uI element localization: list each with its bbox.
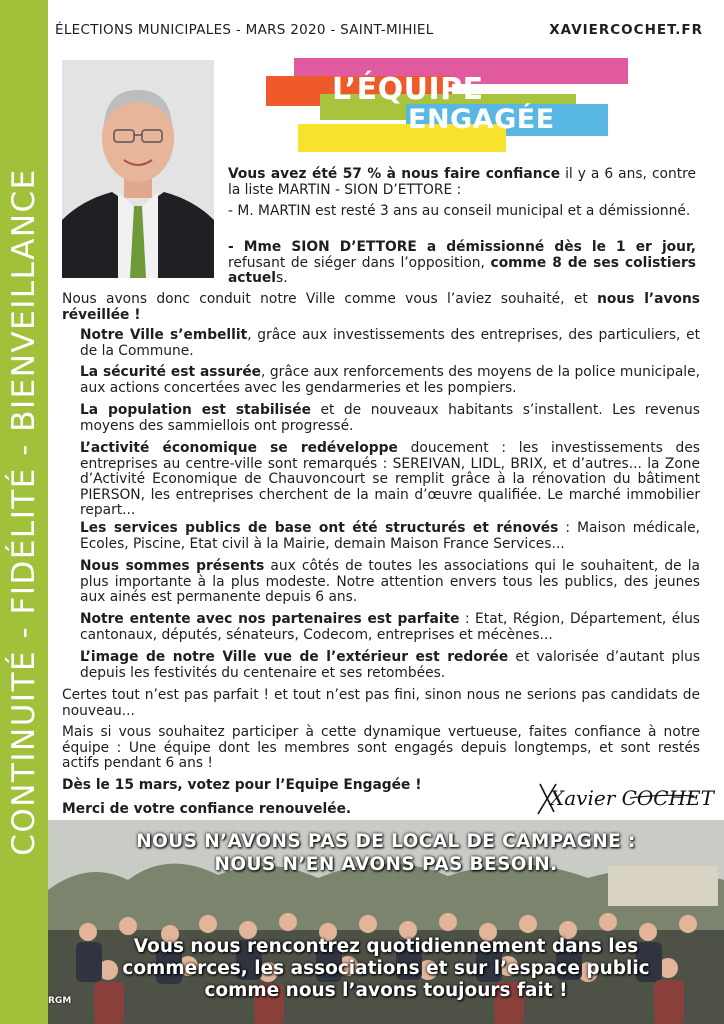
item-bold: Notre Ville s’embellit	[80, 327, 248, 343]
list-item	[80, 650, 700, 681]
closing-paragraph-2: Mais si vous souhaitez participer à cette dynamique vertueuse, faites confiance à notre équipe : Une équipe dont les membres sont engagés depuis longtemps, et sont restés actifs pendant 6 ans !	[62, 724, 700, 772]
header	[55, 22, 715, 42]
team-photo-band	[48, 820, 724, 1024]
band-sub-line-1: Vous nous rencontrez quotidiennement dans les	[133, 936, 639, 957]
item-bold: La population est stabilisée	[80, 402, 311, 418]
candidate-portrait-icon	[62, 60, 214, 278]
thanks-text: Merci de votre confiance renouvelée.	[62, 801, 352, 817]
signature-text: Xavier COCHET	[550, 786, 714, 810]
website-link[interactable]: XAVIERCOCHET.FR	[549, 22, 703, 38]
intro-paragraph-1	[228, 167, 696, 198]
item-text: , grâce aux investissements des entreprises, des particuliers, et de la Commune.	[80, 327, 700, 359]
intro-text: il y a 6 ans, contre la liste MARTIN - SION D’ETTORE :	[228, 166, 696, 198]
election-title: ÉLECTIONS MUNICIPALES - MARS 2020 - SAINT-MIHIEL	[55, 22, 434, 38]
logo-line-2: ENGAGÉE	[408, 104, 555, 135]
item-bold: Notre entente avec nos partenaires est parfaite	[80, 611, 460, 627]
vote-call	[62, 778, 502, 794]
list-item	[80, 521, 700, 552]
vote-call-text: Dès le 15 mars, votez pour l’Equipe Engagée !	[62, 777, 422, 793]
intro-paragraph-2: - M. MARTIN est resté 3 ans au conseil municipal et a démissionné.	[228, 203, 691, 219]
intro-bold: - Mme SION D’ETTORE a démissionné dès le 1 er jour,	[228, 239, 696, 255]
item-text: et valorisée d’autant plus depuis les festivités du centenaire et ses retombées.	[80, 649, 701, 681]
candidate-photo	[62, 60, 214, 278]
band-subtitle	[48, 936, 724, 1002]
list-item	[80, 441, 700, 519]
item-text: aux côtés de toutes les associations qui le souhaitent, de la plus importante à la plus modeste. Notre attention envers tous les publics, des jeunes aux ainés est permanente depuis 6 ans.	[80, 558, 701, 606]
intro-bold: comme 8 de ses colistiers actuel	[228, 254, 696, 287]
intro-text: refusant de siéger dans l’opposition,	[228, 254, 491, 271]
list-item	[80, 612, 700, 643]
closing-paragraph-1: Certes tout n’est pas parfait ! et tout n’est pas fini, sinon nous ne serions pas candidats de nouveau...	[62, 687, 700, 719]
lead-paragraph	[62, 292, 700, 323]
item-bold: La sécurité est assurée	[80, 364, 262, 380]
band-title-line-1: NOUS N’AVONS PAS DE LOCAL DE CAMPAGNE :	[136, 831, 636, 852]
item-text: : Maison médicale, Ecoles, Piscine, Etat civil à la Mairie, demain Maison France Services...	[80, 520, 701, 552]
item-bold: L’activité économique se redéveloppe	[80, 440, 398, 456]
intro-bold: Vous avez été 57 % à nous faire confiance	[228, 166, 561, 182]
slogan-vertical: CONTINUITÉ - FIDÉLITÉ - BIENVEILLANCE	[6, 168, 42, 856]
side-band	[0, 0, 48, 1024]
team-logo	[262, 54, 632, 154]
intro-text: s.	[276, 270, 288, 287]
lead-bold: nous l’avons réveillée !	[62, 291, 700, 323]
item-bold: Les services publics de base ont été structurés et rénovés	[80, 520, 559, 536]
band-title-line-2: NOUS N’EN AVONS PAS BESOIN.	[214, 854, 558, 875]
lead-text: Nous avons donc conduit notre Ville comme vous l’aviez souhaité, et	[62, 291, 598, 307]
thanks	[62, 802, 502, 818]
photo-band-credit: RGM	[48, 996, 72, 1006]
item-bold: L’image de notre Ville vue de l’extérieur est redorée	[80, 649, 509, 665]
logo-line-1: L’ÉQUIPE	[332, 72, 484, 107]
signature	[528, 782, 714, 816]
list-item	[80, 559, 700, 606]
item-bold: Nous sommes présents	[80, 558, 265, 574]
intro-paragraph-3	[228, 240, 696, 287]
band-sub-line-3: comme nous l’avons toujours fait !	[204, 980, 568, 1001]
band-title	[48, 830, 724, 876]
item-text: doucement : les investissements des entreprises au centre-ville sont remarqués : SEREIVAN, LIDL, BRIX, et d’autres... la Zone d’Activité Economique de Chauvoncourt se remplit grâce à la rénovation du bâtiment PIERSON, les entreprises cherchent de la main d’œuvre qualifiée. Le marché immobilier repart...	[80, 440, 700, 519]
item-text: et de nouveaux habitants s’installent. Les revenus moyens des sammiellois ont progressé.	[80, 402, 700, 434]
item-text: : Etat, Région, Département, élus cantonaux, députés, sénateurs, Codecom, entreprises et mécènes...	[80, 611, 700, 643]
list-item	[80, 365, 700, 396]
band-sub-line-2: commerces, les associations et sur l’espace public	[122, 958, 650, 979]
list-item	[80, 328, 700, 359]
list-item	[80, 403, 700, 434]
item-text: , grâce aux renforcements des moyens de la police municipale, aux actions concertées avec les gendarmeries et les pompiers.	[80, 364, 700, 396]
